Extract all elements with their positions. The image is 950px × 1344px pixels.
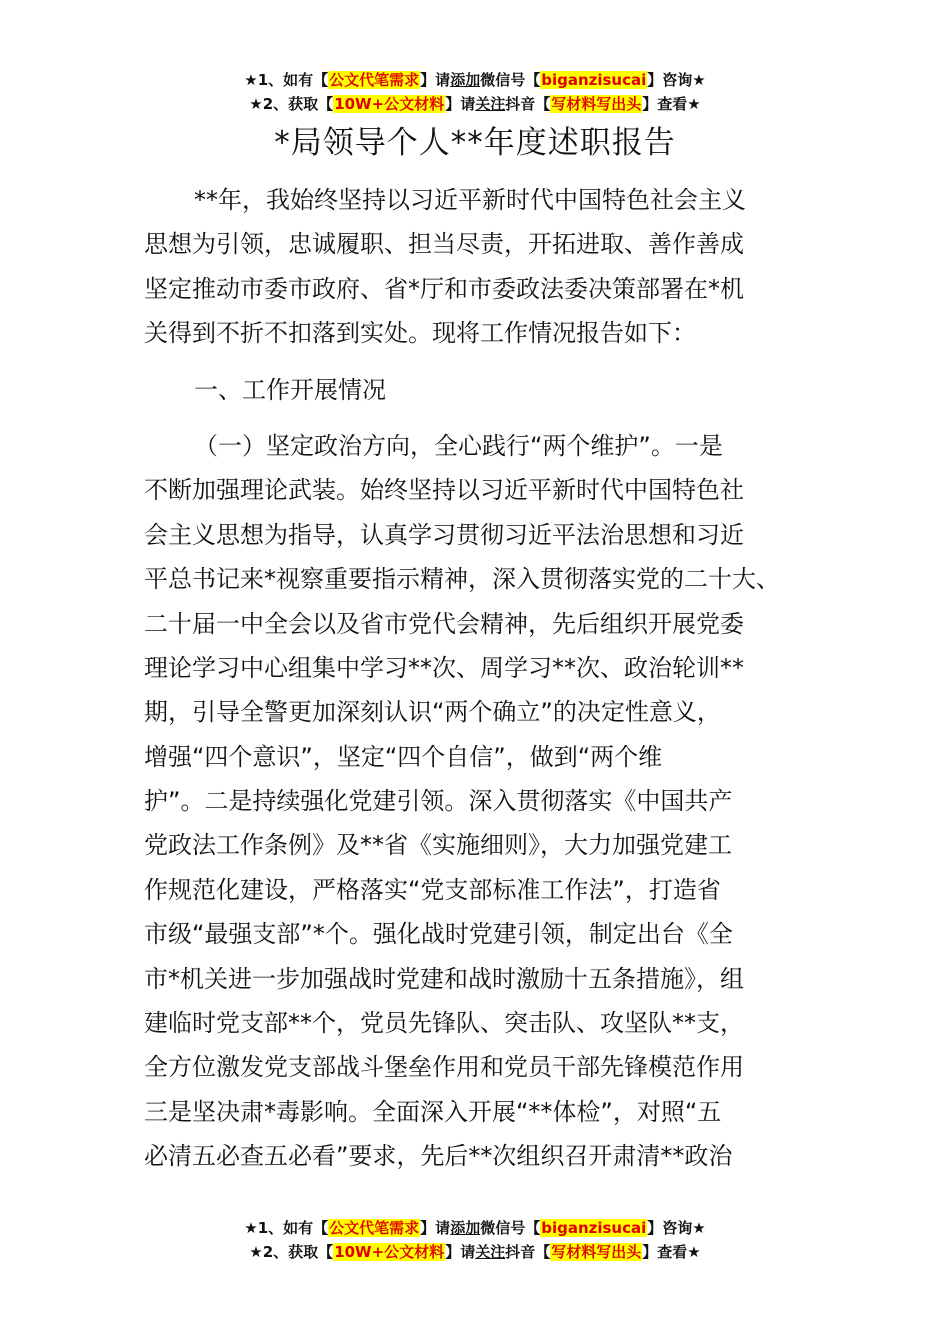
paragraph-line: **年，我始终坚持以习近平新时代中国特色社会主义	[194, 186, 746, 214]
promo-line-1	[0, 1216, 950, 1240]
promo-highlight: 10W+公文材料	[334, 95, 445, 113]
promo-underlined-text: 添加	[450, 71, 481, 89]
promo-underlined-text: 关注	[475, 95, 506, 113]
promo-line-2	[0, 1240, 950, 1264]
promo-text: 】请	[445, 95, 476, 113]
promo-highlight: 写材料写出头	[551, 1243, 642, 1261]
paragraph-line: 理论学习中心组集中学习**次、周学习**次、政治轮训**	[144, 653, 744, 682]
paragraph-line: 增强“四个意识”，坚定“四个自信”，做到“两个维	[144, 742, 663, 771]
paragraph-line: 市级“最强支部”*个。强化战时党建引领，制定出台《全	[144, 920, 733, 949]
promo-text: ★2、获取【	[249, 95, 334, 113]
document-title: *局领导个人**年度述职报告	[274, 125, 676, 161]
paragraph-line: 全方位激发党支部战斗堡垒作用和党员干部先锋模范作用	[144, 1053, 744, 1082]
paragraph-line: 平总书记来*视察重要指示精神，深入贯彻落实党的二十大、	[144, 565, 780, 594]
paragraph-line: 不断加强理论武装。始终坚持以习近平新时代中国特色社	[144, 476, 744, 505]
promo-highlight: 写材料写出头	[551, 95, 642, 113]
promo-highlight: biganzisucai	[541, 71, 647, 89]
paragraph-line: 会主义思想为指导，认真学习贯彻习近平法治思想和习近	[144, 520, 744, 549]
promo-highlight: 公文代笔需求	[329, 71, 420, 89]
paragraph-line: 三是坚决肃*毒影响。全面深入开展“**体检”，对照“五	[144, 1097, 722, 1126]
paragraph-line: 必清五必查五必看”要求，先后**次组织召开肃清**政治	[144, 1142, 733, 1171]
paragraph-line: 党政法工作条例》及**省《实施细则》，大力加强党建工	[144, 831, 732, 860]
paragraph-line: 思想为引领，忠诚履职、担当尽责，开拓进取、善作善成	[144, 230, 744, 259]
promo-text: 】请	[420, 1219, 451, 1237]
paragraph-line: 关得到不折不扣落到实处。现将工作情况报告如下：	[144, 319, 696, 348]
promo-text: 微信号【	[480, 1219, 541, 1237]
promo-highlight: biganzisucai	[541, 1219, 647, 1237]
promo-text: 】查看★	[642, 95, 701, 113]
paragraph-line: 护”。二是持续强化党建引领。深入贯彻落实《中国共产	[144, 787, 733, 816]
header-promo-banner	[0, 68, 950, 116]
subsection-heading: （一）坚定政治方向，全心践行“两个维护”。一是	[194, 431, 723, 460]
promo-text: ★1、如有【	[244, 1219, 329, 1237]
promo-text: 】请	[420, 71, 451, 89]
promo-text: 】请	[445, 1243, 476, 1261]
section-heading: 一、工作开展情况	[194, 375, 386, 404]
paragraph-line: 市*机关进一步加强战时党建和战时激励十五条措施》，组	[144, 964, 744, 993]
promo-text: 微信号【	[480, 71, 541, 89]
promo-highlight: 公文代笔需求	[329, 1219, 420, 1237]
promo-text: 】咨询★	[647, 1219, 706, 1237]
promo-underlined-text: 关注	[475, 1243, 506, 1261]
promo-text: 】咨询★	[647, 71, 706, 89]
promo-text: ★2、获取【	[249, 1243, 334, 1261]
document-body	[144, 178, 809, 1179]
paragraph-line: 期，引导全警更加深刻认识“两个确立”的决定性意义，	[144, 698, 721, 727]
footer-promo-banner	[0, 1216, 950, 1264]
paragraph-line: 二十届一中全会以及省市党代会精神，先后组织开展党委	[144, 609, 744, 638]
promo-text: 抖音【	[505, 95, 551, 113]
promo-highlight: 10W+公文材料	[334, 1243, 445, 1261]
promo-underlined-text: 添加	[450, 1219, 481, 1237]
promo-text: 抖音【	[505, 1243, 551, 1261]
promo-line-2	[0, 92, 950, 116]
promo-line-1	[0, 68, 950, 92]
promo-text: ★1、如有【	[244, 71, 329, 89]
paragraph-line: 坚定推动市委市政府、省*厅和市委政法委决策部署在*机	[144, 274, 744, 303]
paragraph-line: 作规范化建设，严格落实“党支部标准工作法”，打造省	[144, 875, 721, 904]
paragraph-line: 建临时党支部**个，党员先锋队、突击队、攻坚队**支，	[144, 1009, 744, 1038]
promo-text: 】查看★	[642, 1243, 701, 1261]
